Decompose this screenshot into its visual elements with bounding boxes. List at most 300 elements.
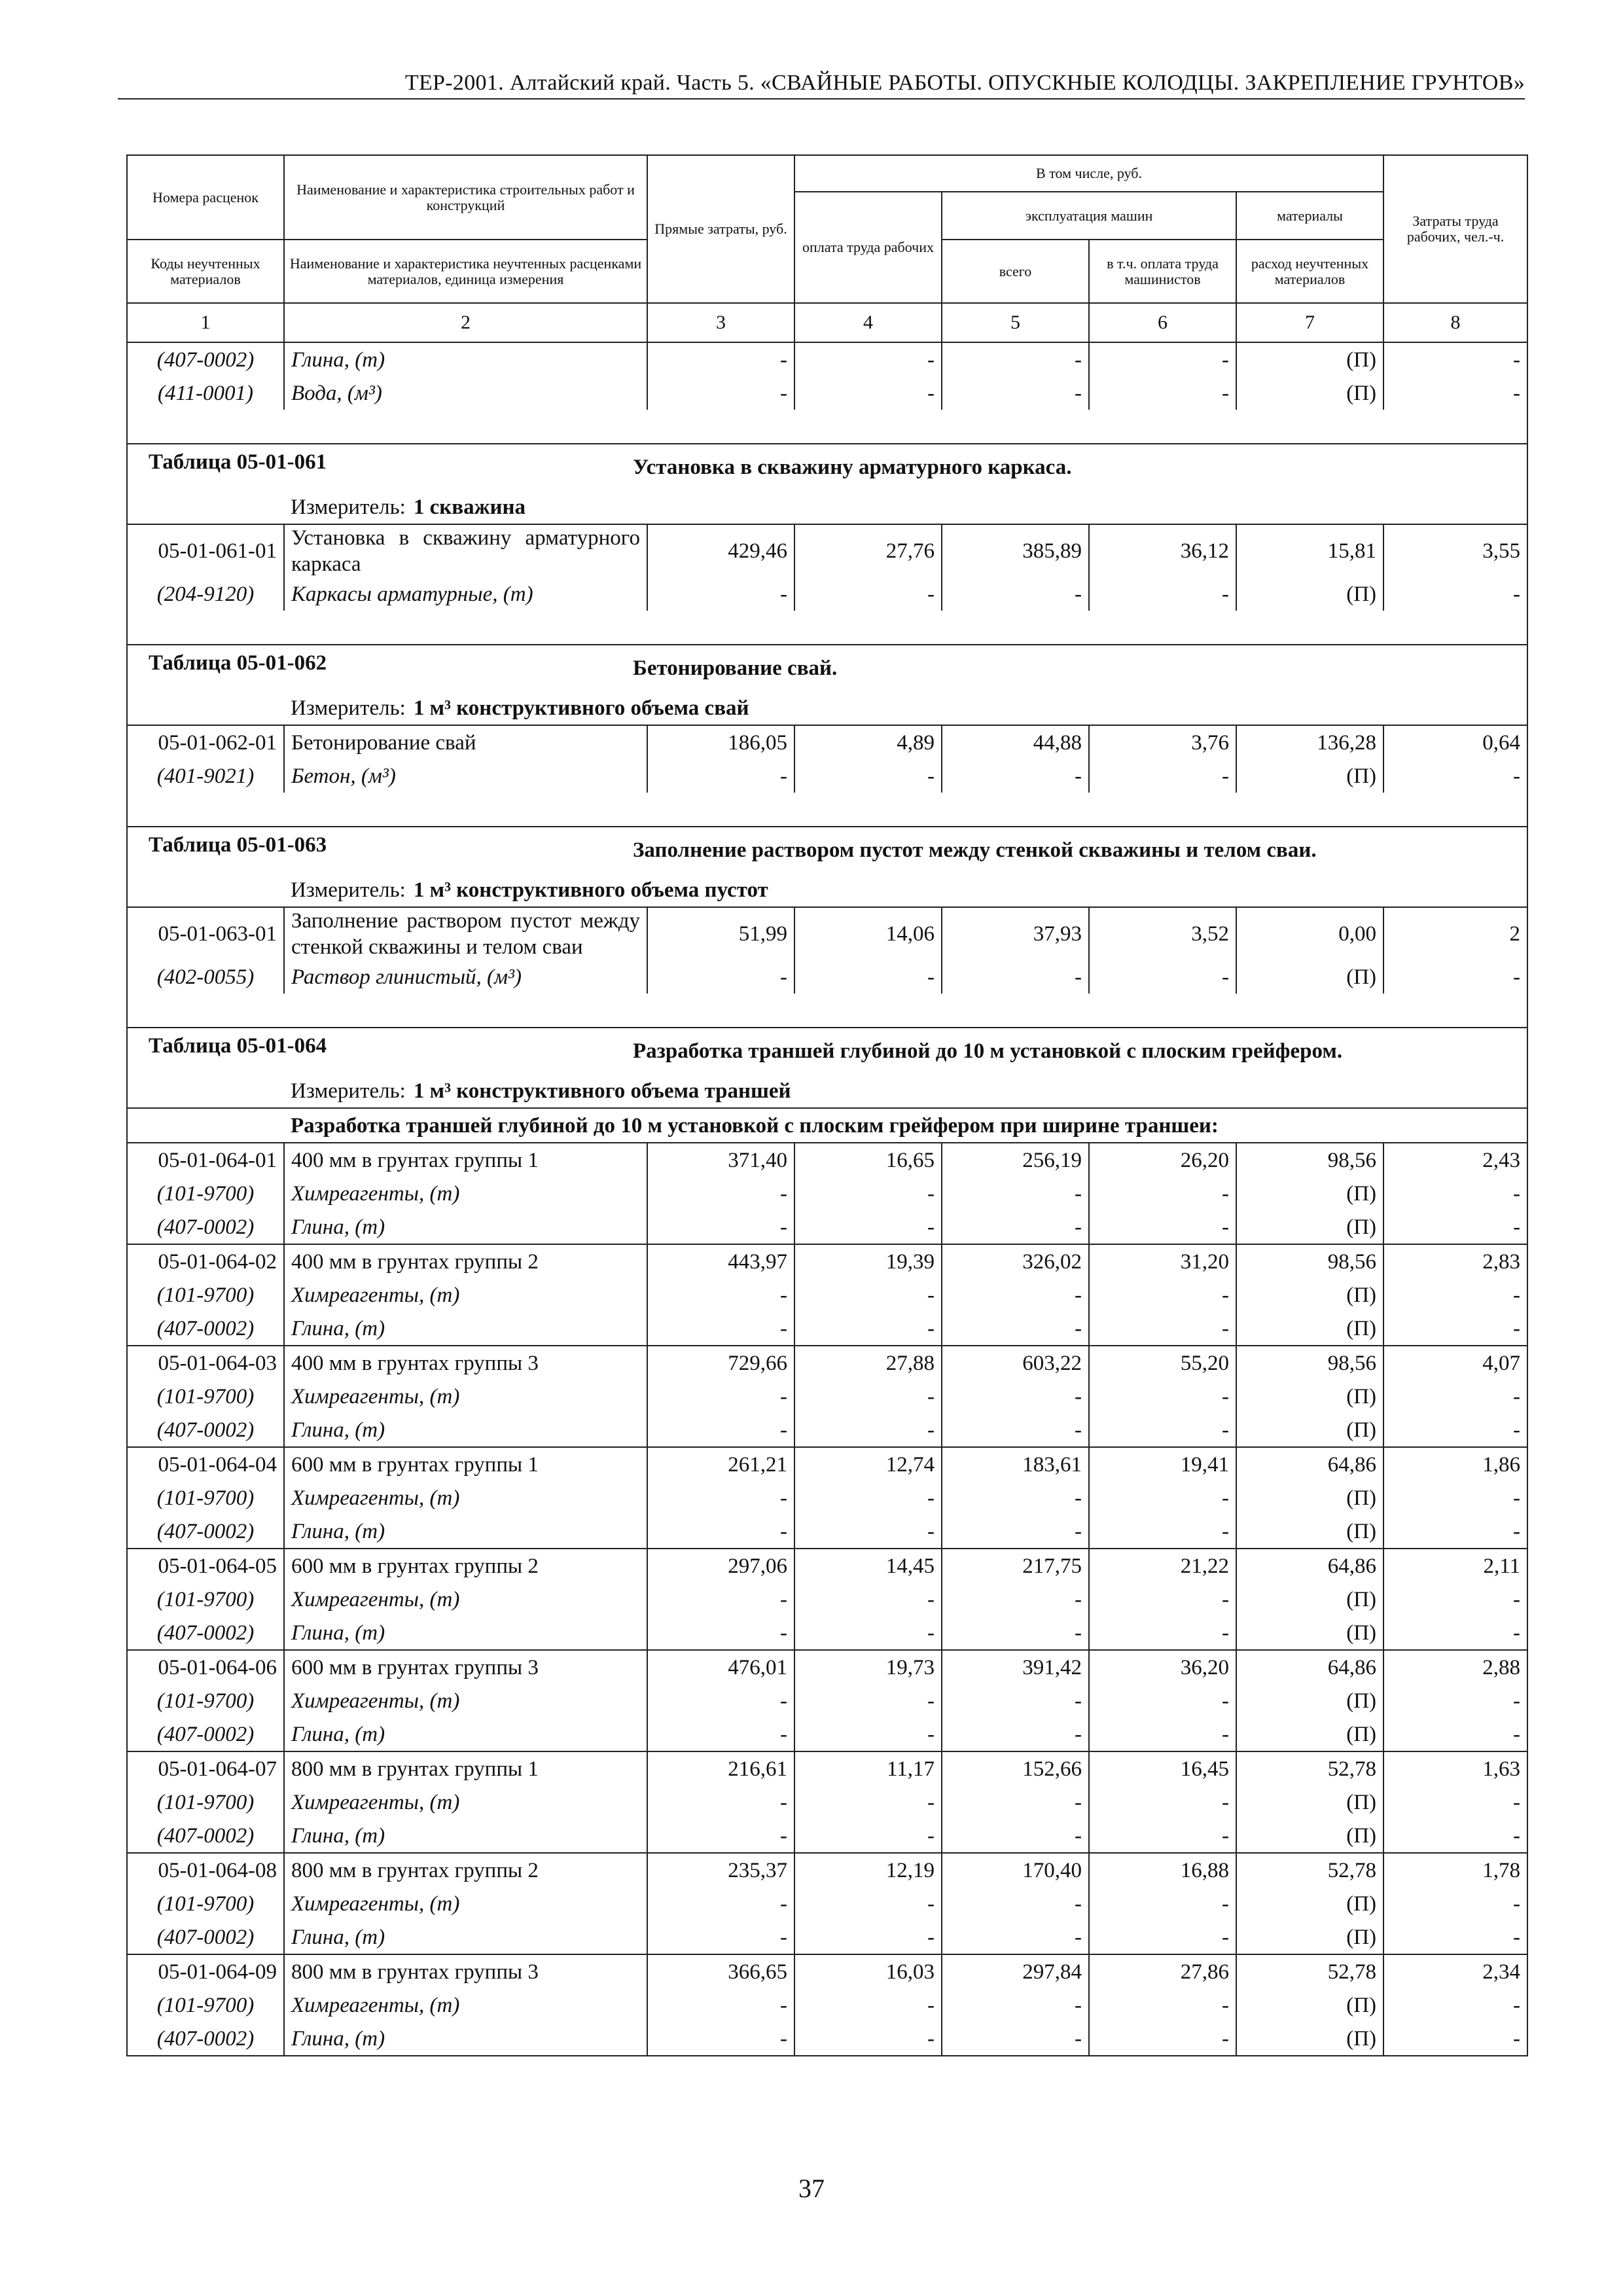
col2-bottom-header: Наименование и характеристика неучтенных расценками материалов, единица измерения [284,240,647,303]
value-cell: 52,78 [1236,1853,1383,1887]
value-cell: - [1383,2022,1527,2056]
value-cell: - [647,1887,794,1920]
value-cell: - [647,1583,794,1616]
value-cell: 476,01 [647,1650,794,1684]
value-cell: - [794,577,942,611]
value-cell: - [1089,1481,1236,1515]
value-cell: 366,65 [647,1954,794,1988]
col-num: 8 [1383,303,1527,342]
value-cell: 36,20 [1089,1650,1236,1684]
value-cell: - [1089,1380,1236,1413]
value-cell: 297,06 [647,1549,794,1583]
value-cell: (П) [1236,342,1383,376]
value-cell: 2,83 [1383,1244,1527,1278]
material-name: Раствор глинистый, (м³) [284,960,647,994]
spacer [127,793,1527,827]
value-cell: (П) [1236,1717,1383,1751]
section-code: Таблица 05-01-064 [149,1034,327,1058]
value-cell: 52,78 [1236,1954,1383,1988]
material-code: (204-9120) [127,577,284,611]
material-row [127,577,1527,611]
material-code: (101-9700) [127,1887,284,1920]
value-cell: - [1383,1515,1527,1549]
value-cell: 152,66 [942,1751,1089,1785]
value-cell: (П) [1236,1515,1383,1549]
value-cell: (П) [1236,1177,1383,1210]
material-name: Глина, (т) [284,1616,647,1650]
section-title: Разработка траншей глубиной до 10 м установкой с плоским грейфером. [633,1039,1343,1063]
value-cell: - [794,1887,942,1920]
value-cell: - [1383,1616,1527,1650]
material-code: (402-0055) [127,960,284,994]
spacer-row [127,410,1527,444]
material-row [127,2022,1527,2056]
running-header: ТЕР-2001. Алтайский край. Часть 5. «СВАЙНЫЕ РАБОТЫ. ОПУСКНЫЕ КОЛОДЦЫ. ЗАКРЕПЛЕНИЕ ГРУНТОВ» [118,71,1525,99]
value-cell: 1,86 [1383,1447,1527,1481]
material-row [127,376,1527,410]
value-cell: - [942,1312,1089,1346]
material-row [127,1717,1527,1751]
value-cell: - [647,1481,794,1515]
value-cell: 391,42 [942,1650,1089,1684]
material-code: (407-0002) [127,2022,284,2056]
col-num: 5 [942,303,1089,342]
col-num: 4 [794,303,942,342]
material-code: (407-0002) [127,1920,284,1954]
rate-row [127,1954,1527,1988]
work-name: 400 мм в грунтах группы 2 [284,1244,647,1278]
value-cell: - [942,1616,1089,1650]
measure-spacer [127,691,284,725]
material-name: Бетон, (м³) [284,759,647,793]
value-cell: 217,75 [942,1549,1089,1583]
rate-row [127,1549,1527,1583]
value-cell: 326,02 [942,1244,1089,1278]
material-name: Глина, (т) [284,1413,647,1447]
material-row [127,1515,1527,1549]
value-cell: 37,93 [942,907,1089,960]
value-cell: 52,78 [1236,1751,1383,1785]
col-num: 3 [647,303,794,342]
value-cell: - [942,342,1089,376]
value-cell: 4,89 [794,725,942,759]
measure-cell [284,691,1527,725]
col-num: 6 [1089,303,1236,342]
value-cell: 26,20 [1089,1143,1236,1177]
value-cell: 27,88 [794,1346,942,1380]
value-cell: - [1089,342,1236,376]
measure-row [127,873,1527,907]
value-cell: 3,52 [1089,907,1236,960]
rate-code: 05-01-064-01 [127,1143,284,1177]
subheading-spacer [127,1108,284,1143]
value-cell: - [794,376,942,410]
value-cell: - [647,1312,794,1346]
value-cell: 385,89 [942,524,1089,577]
value-cell: - [794,1684,942,1717]
measure-spacer [127,873,284,907]
value-cell: 64,86 [1236,1650,1383,1684]
material-name: Химреагенты, (т) [284,1278,647,1312]
value-cell: - [794,1413,942,1447]
material-code: (101-9700) [127,1684,284,1717]
value-cell: - [1383,577,1527,611]
material-row [127,1616,1527,1650]
work-name: Заполнение раствором пустот между стенкой скважины и телом сваи [284,907,647,960]
material-row [127,1583,1527,1616]
material-code: (407-0002) [127,1413,284,1447]
spacer [127,410,1527,444]
value-cell: - [942,1988,1089,2022]
value-cell: 11,17 [794,1751,942,1785]
col2-top-header: Наименование и характеристика строительных работ и конструкций [284,155,647,240]
value-cell: - [1383,1312,1527,1346]
value-cell: - [1383,1819,1527,1853]
rate-code: 05-01-064-06 [127,1650,284,1684]
value-cell: - [647,577,794,611]
value-cell: - [794,2022,942,2056]
rate-code: 05-01-062-01 [127,725,284,759]
page-number: 37 [798,2174,825,2203]
col4-header: оплата труда рабочих [794,192,942,303]
value-cell: (П) [1236,1819,1383,1853]
col3-header: Прямые затраты, руб. [647,155,794,303]
value-cell: - [1089,1413,1236,1447]
value-cell: - [794,342,942,376]
value-cell: (П) [1236,1616,1383,1650]
value-cell: - [1383,342,1527,376]
value-cell: 14,06 [794,907,942,960]
measure-value: 1 скважина [413,495,526,519]
material-name: Химреагенты, (т) [284,1177,647,1210]
material-row [127,1177,1527,1210]
value-cell: 31,20 [1089,1244,1236,1278]
value-cell: - [794,1515,942,1549]
measure-value: 1 м³ конструктивного объема пустот [413,878,768,902]
table-section-title [127,444,1527,490]
rate-code: 05-01-064-03 [127,1346,284,1380]
section-code: Таблица 05-01-062 [149,651,327,675]
value-cell: - [1383,1988,1527,2022]
table-section-title [127,827,1527,873]
material-row [127,1278,1527,1312]
table-section-title [127,1028,1527,1074]
value-cell: 183,61 [942,1447,1089,1481]
work-name: 800 мм в грунтах группы 3 [284,1954,647,1988]
value-cell: 98,56 [1236,1143,1383,1177]
material-name: Химреагенты, (т) [284,1988,647,2022]
value-cell: - [1089,1684,1236,1717]
col1-bottom-header: Коды неучтенных материалов [127,240,284,303]
materials-header: материалы [1236,192,1383,240]
value-cell: - [794,1583,942,1616]
value-cell: 2,88 [1383,1650,1527,1684]
value-cell: - [794,1210,942,1244]
value-cell: 12,74 [794,1447,942,1481]
col8-header: Затраты труда рабочих, чел.-ч. [1383,155,1527,303]
value-cell: - [942,1413,1089,1447]
value-cell: 44,88 [942,725,1089,759]
rate-code: 05-01-064-05 [127,1549,284,1583]
value-cell: 4,07 [1383,1346,1527,1380]
material-name: Глина, (т) [284,2022,647,2056]
value-cell: - [794,1920,942,1954]
rate-code: 05-01-063-01 [127,907,284,960]
value-cell: 3,76 [1089,725,1236,759]
value-cell: - [794,1717,942,1751]
value-cell: - [1089,1988,1236,2022]
section-title: Бетонирование свай. [633,656,838,680]
value-cell: (П) [1236,376,1383,410]
value-cell: - [1089,577,1236,611]
value-cell: 16,45 [1089,1751,1236,1785]
section-code: Таблица 05-01-063 [149,833,327,857]
value-cell: 12,19 [794,1853,942,1887]
value-cell: 261,21 [647,1447,794,1481]
value-cell: (П) [1236,960,1383,994]
value-cell: - [647,960,794,994]
value-cell: - [1089,1717,1236,1751]
value-cell: (П) [1236,577,1383,611]
value-cell: 235,37 [647,1853,794,1887]
table-section-title [127,645,1527,691]
material-code: (411-0001) [127,376,284,410]
rate-code: 05-01-064-09 [127,1954,284,1988]
subheading-row [127,1108,1527,1143]
value-cell: - [794,1819,942,1853]
spacer [127,611,1527,645]
value-cell: - [647,1785,794,1819]
value-cell: - [1383,1887,1527,1920]
rate-row [127,1244,1527,1278]
material-code: (407-0002) [127,1819,284,1853]
value-cell: 14,45 [794,1549,942,1583]
material-name: Глина, (т) [284,1717,647,1751]
col1-top-header: Номера расценок [127,155,284,240]
value-cell: (П) [1236,1920,1383,1954]
section-title-cell [127,645,1527,691]
value-cell: (П) [1236,2022,1383,2056]
value-cell: 19,39 [794,1244,942,1278]
value-cell: 16,88 [1089,1853,1236,1887]
spacer-row [127,793,1527,827]
value-cell: - [942,1785,1089,1819]
value-cell: 15,81 [1236,524,1383,577]
value-cell: - [942,1583,1089,1616]
table-body [127,342,1527,2056]
value-cell: - [647,1515,794,1549]
measure-spacer [127,490,284,524]
material-row [127,1210,1527,1244]
value-cell: - [942,1920,1089,1954]
value-cell: (П) [1236,1583,1383,1616]
material-row [127,1785,1527,1819]
material-name: Химреагенты, (т) [284,1481,647,1515]
value-cell: - [1383,1481,1527,1515]
material-name: Глина, (т) [284,1819,647,1853]
col7-header: расход неучтенных материалов [1236,240,1383,303]
value-cell: 98,56 [1236,1244,1383,1278]
material-name: Вода, (м³) [284,376,647,410]
value-cell: 729,66 [647,1346,794,1380]
value-cell: - [942,960,1089,994]
material-row [127,960,1527,994]
value-cell: - [1089,1210,1236,1244]
value-cell: 64,86 [1236,1447,1383,1481]
value-cell: - [794,960,942,994]
rate-row [127,907,1527,960]
section-title: Заполнение раствором пустот между стенкой скважины и телом сваи. [633,838,1317,862]
rate-row [127,725,1527,759]
rate-row [127,1143,1527,1177]
value-cell: - [647,1920,794,1954]
value-cell: 19,41 [1089,1447,1236,1481]
work-name: 800 мм в грунтах группы 2 [284,1853,647,1887]
spacer-row [127,611,1527,645]
value-cell: 2,43 [1383,1143,1527,1177]
value-cell: - [1089,1177,1236,1210]
value-cell: (П) [1236,1988,1383,2022]
value-cell: - [1383,1210,1527,1244]
col-num: 2 [284,303,647,342]
value-cell: - [1089,1515,1236,1549]
material-code: (401-9021) [127,759,284,793]
material-code: (407-0002) [127,342,284,376]
material-code: (101-9700) [127,1278,284,1312]
col-num: 7 [1236,303,1383,342]
work-name: 600 мм в грунтах группы 3 [284,1650,647,1684]
measure-cell [284,873,1527,907]
material-name: Глина, (т) [284,342,647,376]
value-cell: - [647,1413,794,1447]
material-code: (407-0002) [127,1210,284,1244]
measure-row [127,1074,1527,1108]
material-row [127,1819,1527,1853]
value-cell: - [794,1785,942,1819]
rate-row [127,1346,1527,1380]
work-name: 800 мм в грунтах группы 1 [284,1751,647,1785]
value-cell: - [1383,1785,1527,1819]
value-cell: - [647,1684,794,1717]
value-cell: - [647,1717,794,1751]
value-cell: 3,55 [1383,524,1527,577]
value-cell: 27,76 [794,524,942,577]
value-cell: 603,22 [942,1346,1089,1380]
material-code: (407-0002) [127,1616,284,1650]
value-cell: - [1089,1920,1236,1954]
value-cell: - [942,376,1089,410]
value-cell: - [647,342,794,376]
value-cell: - [1383,1177,1527,1210]
spacer-row [127,994,1527,1028]
value-cell: - [794,1278,942,1312]
rate-code: 05-01-064-02 [127,1244,284,1278]
value-cell: - [942,1380,1089,1413]
material-row [127,1413,1527,1447]
spacer [127,994,1527,1028]
value-cell: 297,84 [942,1954,1089,1988]
measure-cell [284,1074,1527,1108]
material-row [127,1481,1527,1515]
rate-row [127,1751,1527,1785]
value-cell: - [942,759,1089,793]
material-row [127,1920,1527,1954]
measure-label: Измеритель: [291,1079,406,1103]
measure-label: Измеритель: [291,495,406,519]
rate-code: 05-01-064-08 [127,1853,284,1887]
value-cell: 0,64 [1383,725,1527,759]
work-name: 400 мм в грунтах группы 1 [284,1143,647,1177]
material-row [127,1684,1527,1717]
material-row [127,759,1527,793]
value-cell: 1,63 [1383,1751,1527,1785]
value-cell: - [942,1515,1089,1549]
rate-row [127,1650,1527,1684]
measure-label: Измеритель: [291,878,406,902]
value-cell: - [1089,1278,1236,1312]
rate-row [127,1447,1527,1481]
value-cell: 98,56 [1236,1346,1383,1380]
value-cell: - [1089,1819,1236,1853]
measure-value: 1 м³ конструктивного объема траншей [413,1079,791,1103]
material-row [127,1887,1527,1920]
material-name: Химреагенты, (т) [284,1380,647,1413]
value-cell: - [1089,1616,1236,1650]
value-cell: - [1383,1278,1527,1312]
value-cell: - [647,376,794,410]
material-code: (101-9700) [127,1380,284,1413]
material-code: (101-9700) [127,1988,284,2022]
value-cell: - [1383,376,1527,410]
value-cell: - [794,1616,942,1650]
value-cell: - [794,1312,942,1346]
value-cell: 21,22 [1089,1549,1236,1583]
work-name: Установка в скважину арматурного каркаса [284,524,647,577]
value-cell: (П) [1236,1413,1383,1447]
material-row [127,1380,1527,1413]
value-cell: - [1383,1583,1527,1616]
value-cell: - [1383,1920,1527,1954]
value-cell: 2 [1383,907,1527,960]
material-name: Глина, (т) [284,1920,647,1954]
work-name: Бетонирование свай [284,725,647,759]
value-cell: (П) [1236,1380,1383,1413]
measure-value: 1 м³ конструктивного объема свай [413,696,749,720]
value-cell: 371,40 [647,1143,794,1177]
material-name: Глина, (т) [284,1210,647,1244]
section-title-cell [127,444,1527,490]
value-cell: - [794,1481,942,1515]
value-cell: (П) [1236,1481,1383,1515]
material-code: (101-9700) [127,1481,284,1515]
rate-code: 05-01-064-04 [127,1447,284,1481]
col5-header: всего [942,240,1089,303]
value-cell: 256,19 [942,1143,1089,1177]
value-cell: 2,34 [1383,1954,1527,1988]
value-cell: - [942,1481,1089,1515]
measure-cell [284,490,1527,524]
value-cell: - [794,759,942,793]
work-name: 600 мм в грунтах группы 2 [284,1549,647,1583]
value-cell: 51,99 [647,907,794,960]
col6-header: в т.ч. оплата труда машинистов [1089,240,1236,303]
value-cell: 186,05 [647,725,794,759]
measure-row [127,691,1527,725]
value-cell: - [1383,1717,1527,1751]
value-cell: - [1089,2022,1236,2056]
value-cell: 36,12 [1089,524,1236,577]
value-cell: - [647,759,794,793]
